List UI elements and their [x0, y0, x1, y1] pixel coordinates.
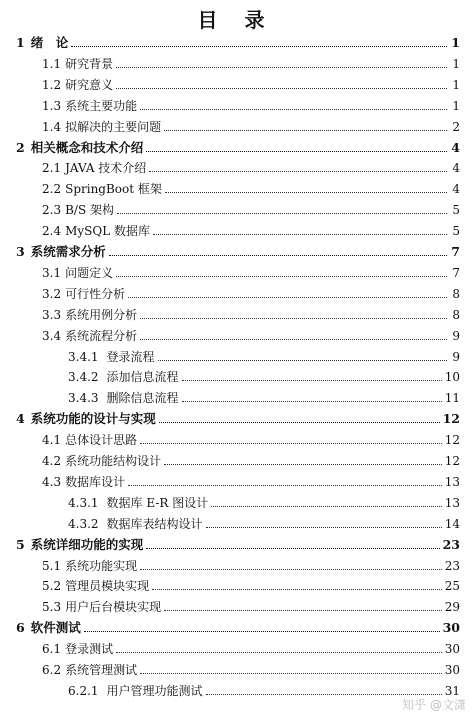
toc-entry-3-3[interactable] — [42, 302, 460, 322]
toc-entry-number: 3.4.1 — [68, 349, 99, 364]
toc-dot-leader — [164, 464, 442, 465]
watermark-text: 知乎 @文潇 — [402, 698, 466, 712]
toc-entry-number: 1.1 — [42, 56, 62, 71]
toc-dot-leader — [146, 151, 447, 152]
toc-entry-number: 3.1 — [42, 265, 62, 280]
toc-dot-leader — [206, 694, 442, 695]
toc-entry-number: 1.2 — [42, 77, 62, 92]
toc-entry-4-3-2[interactable] — [68, 511, 460, 531]
toc-dot-leader — [152, 589, 442, 590]
toc-dot-leader — [182, 401, 442, 402]
toc-entry-2-1[interactable] — [42, 155, 460, 175]
toc-dot-leader — [71, 46, 447, 47]
toc-dot-leader — [182, 380, 442, 381]
toc-entry-label: 研究意义 — [65, 77, 114, 92]
toc-entry-label: 相关概念和技术介绍 — [30, 139, 144, 155]
toc-entry-page: 30 — [442, 620, 460, 636]
toc-entry-page: 11 — [444, 391, 460, 406]
watermark — [402, 696, 466, 713]
toc-entry-3-2[interactable] — [42, 281, 460, 301]
toc-entry-6-2-1[interactable] — [68, 678, 460, 698]
toc-entry-page: 4 — [452, 182, 460, 197]
toc-entry-label: 绪 论 — [30, 35, 69, 50]
toc-entry-label: 系统功能实现 — [65, 558, 138, 573]
toc-entry-label: 总体设计思路 — [65, 433, 138, 448]
toc-entry-label: 数据库表结构设计 — [106, 516, 203, 531]
toc-entry-1-1[interactable] — [42, 51, 460, 71]
toc-entry-2[interactable] — [16, 135, 460, 155]
toc-entry-page: 5 — [452, 224, 460, 239]
toc-entry-number: 3.4.2 — [68, 370, 99, 385]
toc-entry-number: 3 — [16, 244, 25, 259]
toc-entry-label: 可行性分析 — [65, 286, 126, 301]
toc-entry-number: 5.2 — [42, 579, 62, 594]
toc-entry-number: 6 — [16, 620, 25, 636]
toc-entry-page: 4 — [451, 139, 460, 155]
toc-entry-page: 1 — [452, 56, 460, 71]
toc-entry-label: JAVA 技术介绍 — [65, 161, 147, 176]
toc-entry-number: 6.1 — [42, 642, 62, 657]
toc-entry-page: 13 — [444, 495, 460, 510]
toc-entry-3-4-3[interactable] — [68, 385, 460, 405]
toc-entry-page: 1 — [451, 35, 460, 50]
toc-entry-page: 23 — [442, 536, 460, 552]
toc-dot-leader — [116, 88, 447, 89]
toc-entry-label: 问题定义 — [65, 265, 114, 280]
toc-entry-3-4[interactable] — [42, 323, 460, 343]
toc-entry-page: 12 — [444, 454, 460, 468]
toc-entry-page: 7 — [451, 244, 460, 259]
toc-entry-4-3-1[interactable] — [68, 490, 460, 510]
toc-entry-number: 2 — [16, 139, 25, 155]
toc-entry-number: 4 — [16, 411, 25, 427]
toc-entry-page: 23 — [444, 558, 460, 573]
toc-entry-label: 用户后台模块实现 — [65, 600, 162, 615]
toc-entry-page: 13 — [444, 474, 460, 489]
toc-entry-label: 系统流程分析 — [65, 328, 138, 343]
toc-entry-page: 5 — [452, 203, 460, 218]
toc-dot-leader — [140, 339, 447, 340]
toc-dot-leader — [140, 569, 442, 570]
toc-entry-number: 4.3.2 — [68, 516, 99, 531]
toc-entry-page: 1 — [452, 77, 460, 92]
toc-entry-number: 1 — [16, 35, 25, 50]
toc-entry-1[interactable] — [16, 30, 460, 50]
toc-dot-leader — [128, 485, 442, 486]
toc-entry-number: 4.3.1 — [68, 495, 99, 510]
toc-entry-1-2[interactable] — [42, 72, 460, 92]
toc-entry-5-1[interactable] — [42, 553, 460, 573]
toc-entry-page: 31 — [444, 683, 460, 698]
toc-entry-4-1[interactable] — [42, 427, 460, 447]
toc-entry-number: 4.3 — [42, 474, 62, 489]
toc-entry-label: 管理员模块实现 — [65, 579, 150, 594]
toc-entry-page: 1 — [452, 98, 460, 113]
toc-dot-leader — [149, 171, 447, 172]
toc-dot-leader — [158, 360, 447, 361]
toc-entry-page: 30 — [444, 663, 460, 677]
toc-entry-number: 6.2.1 — [68, 683, 99, 698]
toc-entry-3[interactable] — [16, 239, 460, 259]
toc-dot-leader — [165, 192, 447, 193]
toc-entry-label: 系统详细功能的实现 — [30, 536, 144, 552]
toc-entry-6-1[interactable] — [42, 636, 460, 656]
toc-dot-leader — [84, 631, 440, 632]
toc-dot-leader — [153, 234, 447, 235]
toc-entry-number: 3.3 — [42, 307, 62, 322]
toc-entry-page: 12 — [444, 433, 460, 448]
toc-entry-label: 登录测试 — [65, 642, 114, 657]
toc-entry-label: 研究背景 — [65, 56, 114, 71]
toc-entry-3-4-1[interactable] — [68, 344, 460, 364]
toc-dot-leader — [164, 130, 447, 131]
toc-entry-page: 2 — [452, 119, 460, 134]
toc-entry-number: 3.2 — [42, 286, 62, 301]
toc-entry-label: 系统功能结构设计 — [65, 454, 162, 468]
toc-entry-label: 系统用例分析 — [65, 307, 138, 322]
toc-dot-leader — [140, 318, 447, 319]
toc-entry-label: 用户管理功能测试 — [106, 683, 203, 698]
toc-entry-4[interactable] — [16, 406, 460, 426]
toc-entry-number: 2.1 — [42, 161, 62, 176]
toc-entry-number: 6.2 — [42, 663, 62, 677]
toc-entry-label: B/S 架构 — [65, 203, 114, 218]
toc-entry-page: 4 — [452, 161, 460, 176]
toc-entry-label: 数据库设计 — [65, 474, 126, 489]
toc-entry-page: 25 — [444, 579, 460, 594]
toc-dot-leader — [109, 255, 447, 256]
toc-entry-number: 2.4 — [42, 224, 62, 239]
toc-entry-3-4-2[interactable] — [68, 364, 460, 384]
toc-entry-label: 拟解决的主要问题 — [65, 119, 162, 134]
toc-entry-5-3[interactable] — [42, 594, 460, 614]
toc-dot-leader — [164, 610, 442, 611]
toc-entry-6-2[interactable] — [42, 657, 460, 677]
toc-entry-page: 9 — [452, 328, 460, 343]
toc-entry-label: 删除信息流程 — [106, 391, 179, 406]
toc-entry-number: 2.3 — [42, 203, 62, 218]
toc-entry-number: 1.4 — [42, 119, 62, 134]
toc-dot-leader — [146, 548, 439, 549]
toc-dot-leader — [117, 213, 447, 214]
toc-dot-leader — [140, 673, 442, 674]
toc-entry-5[interactable] — [16, 532, 460, 552]
toc-entry-2-2[interactable] — [42, 176, 460, 196]
toc-entry-1-3[interactable] — [42, 93, 460, 113]
toc-entry-number: 5.3 — [42, 600, 62, 615]
toc-entry-number: 4.1 — [42, 433, 62, 448]
toc-entry-2-4[interactable] — [42, 218, 460, 238]
toc-entry-label: 系统主要功能 — [65, 98, 138, 113]
toc-entry-page: 9 — [452, 349, 460, 364]
toc-dot-leader — [128, 297, 447, 298]
toc-entry-number: 3.4 — [42, 328, 62, 343]
toc-entry-number: 5.1 — [42, 558, 62, 573]
toc-entry-page: 30 — [444, 642, 460, 657]
toc-entry-label: 添加信息流程 — [106, 370, 179, 385]
toc-entry-number: 3.4.3 — [68, 391, 99, 406]
toc-entry-4-3[interactable] — [42, 469, 460, 489]
toc-entry-page: 29 — [444, 600, 460, 615]
toc-dot-leader — [159, 422, 440, 423]
toc-entry-label: 登录流程 — [106, 349, 155, 364]
toc-entry-label: 系统管理测试 — [65, 663, 138, 677]
toc-entry-page: 8 — [452, 286, 460, 301]
toc-entry-label: 软件测试 — [30, 620, 81, 636]
toc-dot-leader — [116, 67, 447, 68]
toc-entry-number: 5 — [16, 536, 25, 552]
toc-entry-page: 10 — [444, 370, 460, 385]
toc-dot-leader — [211, 506, 441, 507]
toc-dot-leader — [116, 276, 447, 277]
toc-entry-label: MySQL 数据库 — [65, 224, 151, 239]
toc-entry-label: 系统需求分析 — [30, 244, 106, 259]
toc-title: 目 录 — [197, 8, 275, 32]
toc-entry-label: SpringBoot 框架 — [65, 182, 162, 197]
toc-dot-leader — [140, 443, 442, 444]
toc-entry-page: 12 — [442, 411, 460, 427]
toc-entry-label: 数据库 E-R 图设计 — [106, 495, 209, 510]
toc-entry-4-2[interactable] — [42, 448, 460, 468]
toc-entry-number: 2.2 — [42, 182, 62, 197]
toc-entry-number: 4.2 — [42, 454, 62, 468]
toc-entry-5-2[interactable] — [42, 573, 460, 593]
toc-dot-leader — [116, 652, 442, 653]
toc-entry-1-4[interactable] — [42, 114, 460, 134]
toc-entry-3-1[interactable] — [42, 260, 460, 280]
toc-entry-page: 7 — [452, 265, 460, 280]
toc-entry-page: 14 — [444, 516, 460, 531]
toc-dot-leader — [140, 109, 447, 110]
toc-entry-label: 系统功能的设计与实现 — [30, 411, 156, 427]
toc-entry-6[interactable] — [16, 615, 460, 635]
toc-entry-2-3[interactable] — [42, 197, 460, 217]
toc-entry-number: 1.3 — [42, 98, 62, 113]
toc-dot-leader — [206, 527, 442, 528]
toc-entry-page: 8 — [452, 307, 460, 322]
